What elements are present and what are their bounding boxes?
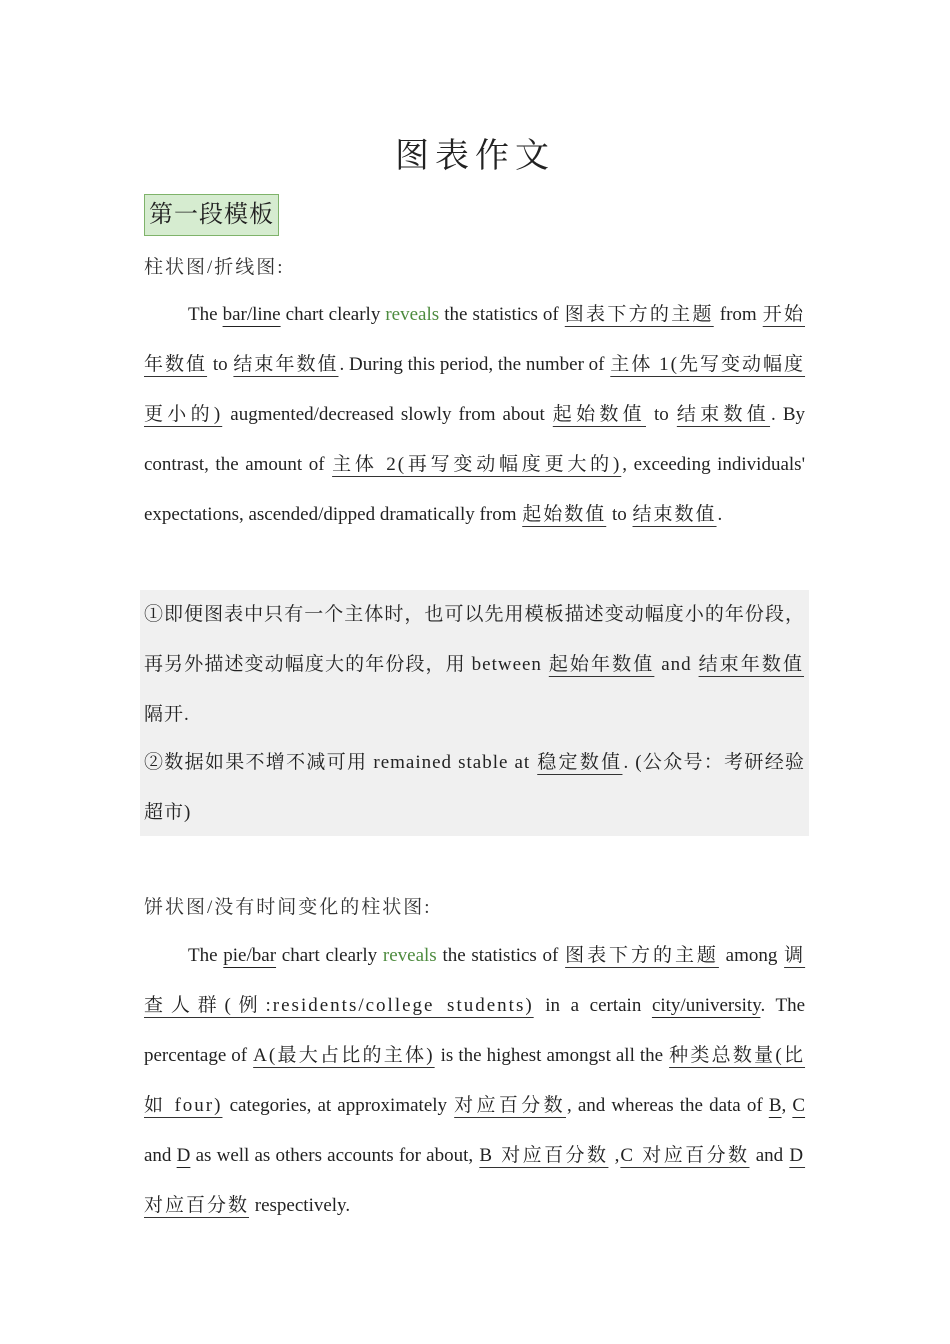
fill-in-blank: B 对应百分数 (479, 1145, 609, 1166)
text-fragment: ②数据如果不增不减可用 remained stable at (144, 752, 531, 773)
fill-in-blank: B (768, 1095, 782, 1116)
text-fragment: from (719, 304, 757, 325)
text-fragment: respectively. (254, 1195, 351, 1216)
text-fragment: to (212, 354, 228, 375)
text-fragment: 隔开. (144, 704, 190, 725)
fill-in-blank: 起始数值 (552, 404, 646, 425)
text-fragment: The (188, 304, 218, 325)
text-fragment: and (144, 1145, 172, 1166)
template-paragraph-pie-chart (144, 931, 805, 1231)
fill-in-blank: 结束年数值 (233, 354, 339, 375)
text-fragment: , exceeding individuals' expectations, ascended/dipped dramatically from (144, 454, 805, 525)
fill-in-blank: 主体 1(先写变动幅度更小的) (144, 354, 806, 425)
fill-in-blank: D (176, 1145, 191, 1166)
text-fragment: among (725, 945, 778, 966)
text-fragment: . By contrast, the amount of (144, 404, 806, 475)
highlight-word: reveals (385, 304, 440, 325)
fill-in-blank: 开始年数值 (144, 304, 806, 375)
fill-in-blank: 对应百分数 (454, 1095, 566, 1116)
text-fragment: the statistics of (444, 304, 559, 325)
text-fragment: ①即便图表中只有一个主体时，也可以先用模板描述变动幅度小的年份段，再另外描述变动幅度大的年份段，用 between (144, 604, 805, 675)
text-fragment: chart clearly (281, 945, 378, 966)
fill-in-blank: 结束数值 (676, 404, 771, 425)
text-fragment: categories, at approximately (229, 1095, 448, 1116)
fill-in-blank: 结束数值 (632, 504, 717, 525)
tip-1 (144, 590, 805, 740)
section-heading: 第一段模板 (144, 194, 279, 236)
tip-2 (144, 738, 805, 838)
chart-kind-placeholder: bar/line (222, 304, 281, 325)
text-fragment: The (188, 945, 218, 966)
fill-in-blank: 起始数值 (522, 504, 607, 525)
fill-in-blank: 种类总数量(比如 four) (144, 1045, 806, 1116)
text-fragment: , and whereas the data of (567, 1095, 763, 1116)
highlight-word: reveals (382, 945, 437, 966)
chart-type-label: 饼状图/没有时间变化的柱状图: (144, 897, 432, 918)
fill-in-blank: D 对应百分数 (144, 1145, 806, 1216)
text-fragment: . The percentage of (144, 995, 806, 1066)
text-fragment: and (755, 1145, 784, 1166)
chart-type-label: 柱状图/折线图: (144, 257, 285, 278)
fill-in-blank: 图表下方的主题 (564, 304, 714, 325)
fill-in-blank: A(最大占比的主体) (253, 1045, 435, 1066)
text-fragment: , (614, 1145, 620, 1166)
text-fragment: . (公众号：考研经验超市) (144, 752, 806, 823)
text-fragment: to (611, 504, 627, 525)
fill-in-blank: 结束年数值 (698, 654, 805, 675)
template-paragraph-line-chart (144, 290, 805, 540)
text-fragment: to (654, 404, 669, 425)
text-fragment: . (717, 504, 723, 525)
page-title: 图表作文 (395, 138, 555, 175)
text-fragment: augmented/decreased slowly from about (230, 404, 545, 425)
fill-in-blank: 稳定数值 (537, 752, 623, 773)
text-fragment: and (661, 654, 692, 675)
text-fragment: as well as others accounts for about, (195, 1145, 474, 1166)
fill-in-blank: C (792, 1095, 806, 1116)
fill-in-blank: city/university (651, 995, 761, 1016)
text-fragment: , (781, 1095, 787, 1116)
chart-kind-placeholder: pie/bar (223, 945, 277, 966)
fill-in-blank: 起始年数值 (548, 654, 655, 675)
text-fragment: in a certain (545, 995, 642, 1016)
fill-in-blank: 调查人群(例:residents/college students) (144, 945, 806, 1016)
text-fragment: the statistics of (442, 945, 559, 966)
text-fragment: chart clearly (285, 304, 381, 325)
tips-box (140, 590, 809, 836)
text-fragment: . During this period, the number of (339, 354, 605, 375)
text-fragment: is the highest amongst all the (440, 1045, 664, 1066)
fill-in-blank: C 对应百分数 (620, 1145, 750, 1166)
fill-in-blank: 主体 2(再写变动幅度更大的) (332, 454, 622, 475)
fill-in-blank: 图表下方的主题 (565, 945, 719, 966)
